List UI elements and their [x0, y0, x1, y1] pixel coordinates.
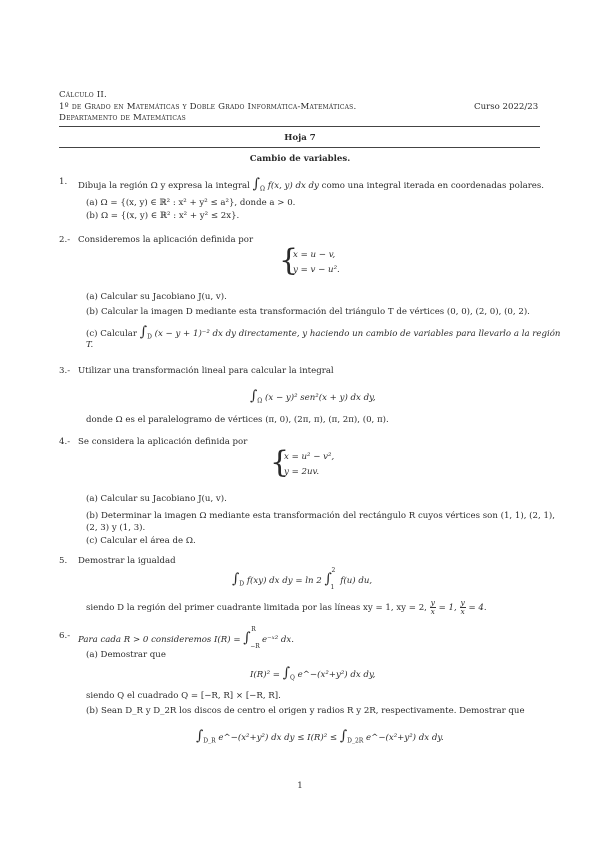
- exercise-6-part-b: (b) Sean D_R y D_2R los discos de centro el origen y radios R y 2R, respectivamente. Demostrar que: [86, 706, 525, 716]
- sheet-title: Hoja 7: [284, 133, 316, 143]
- exercise-2-part-b: (b) Calcular la imagen D mediante esta transformación del triángulo T de vértices (0, 0), (2, 0), (0, 2).: [86, 307, 530, 317]
- header-rule: [59, 126, 540, 127]
- exercise-4-system-2: y = 2uv.: [284, 467, 320, 477]
- exercise-1-statement: Dibuja la región Ω y expresa la integral $\int_\Omega$ f(x, y) dx dy como una integral iterada en coordenadas polares.: [78, 176, 545, 193]
- exercise-3-statement: Utilizar una transformación lineal para calcular la integral: [78, 366, 334, 376]
- exercise-6-part-a: (a) Demostrar que: [86, 650, 166, 660]
- exercise-4-part-b: (b) Determinar la imagen Ω mediante esta transformación del rectángulo R cuyos vértices son (1, 1), (2, 1),: [86, 511, 556, 521]
- page-number: 1: [297, 781, 303, 791]
- exercise-3-number: 3.-: [59, 366, 71, 376]
- exercise-6-display-a: $I(R)^2 = \int_Q$ e^−(x²+y²) dx dy,: [250, 665, 376, 682]
- system-brace: {: [279, 243, 299, 278]
- exercise-2-part-c: (c) Calcular $\int_D$ (x − y + 1)⁻² dx dy directamente, y haciendo un cambio de variables para llevarlo a la región: [86, 324, 561, 341]
- system-brace: {: [270, 445, 290, 480]
- exercise-4-part-a: (a) Calcular su Jacobiano J(u, v).: [86, 494, 227, 504]
- exercise-4-number: 4.-: [59, 437, 71, 447]
- exercise-6-statement: Para cada R > 0 consideremos I(R) = ∫ R −R e⁻ˣ² dx.: [78, 626, 294, 650]
- exercise-5-after: siendo D la región del primer cuadrante limitada por las líneas xy = 1, xy = 2, $\frac{y}{x}$ = 1, $\frac{y}{x}$ = 4.: [86, 598, 487, 616]
- exercise-5-statement: Demostrar la igualdad: [78, 556, 176, 566]
- degree-name: 1º de Grado en Matemáticas y Doble Grado Informática-Matemáticas.: [59, 102, 357, 112]
- exercise-5-number: 5.: [59, 556, 68, 566]
- exercise-4-part-b-cont: (2, 3) y (1, 3).: [86, 523, 146, 533]
- sheet-subtitle: Cambio de variables.: [249, 154, 351, 164]
- title-rule: [59, 147, 540, 148]
- exercise-2-system-2: y = v − u².: [293, 265, 340, 275]
- exercise-1-part-b: (b) Ω = {(x, y) ∈ ℝ² : x² + y² ≤ 2x}.: [86, 211, 240, 221]
- academic-year: Curso 2022/23: [474, 102, 539, 112]
- exercise-4-statement: Se considera la aplicación definida por: [78, 437, 248, 447]
- exercise-1-part-a: (a) Ω = {(x, y) ∈ ℝ² : x² + y² ≤ a²}, donde a > 0.: [86, 198, 296, 208]
- exercise-5-display: $\int_D$ f(xy) dx dy = ln 2 ∫ 2 1 f(u) du,: [232, 567, 373, 591]
- exercise-4-system-1: x = u² − v²,: [284, 452, 335, 462]
- exercise-2-part-c-cont: T.: [86, 340, 94, 350]
- exercise-4-part-c: (c) Calcular el área de Ω.: [86, 536, 196, 546]
- exercise-2-system-1: x = u − v,: [293, 250, 336, 260]
- exercise-3-display: $\int_\Omega$ (x − y)² sen²(x + y) dx dy,: [250, 388, 376, 405]
- exercise-3-after: donde Ω es el paralelogramo de vértices (π, 0), (2π, π), (π, 2π), (0, π).: [86, 415, 389, 425]
- exercise-6-number: 6.-: [59, 631, 71, 641]
- exercise-2-number: 2.-: [59, 235, 71, 245]
- exercise-2-statement: Consideremos la aplicación definida por: [78, 235, 254, 245]
- exercise-6-after-a: siendo Q el cuadrado Q = [−R, R] × [−R, R].: [86, 691, 281, 701]
- exercise-1-number: 1.: [59, 177, 68, 187]
- exercise-6-display-b: $\int_{D\_R}$ e^−(x²+y²) dx dy ≤ $I(R)^2 \le \int_{D\_2R}$ e^−(x²+y²) dx dy.: [196, 728, 444, 745]
- department-name: Departamento de Matemáticas: [59, 113, 186, 123]
- course-name: Cálculo II.: [59, 90, 107, 100]
- exercise-2-part-a: (a) Calcular su Jacobiano J(u, v).: [86, 292, 227, 302]
